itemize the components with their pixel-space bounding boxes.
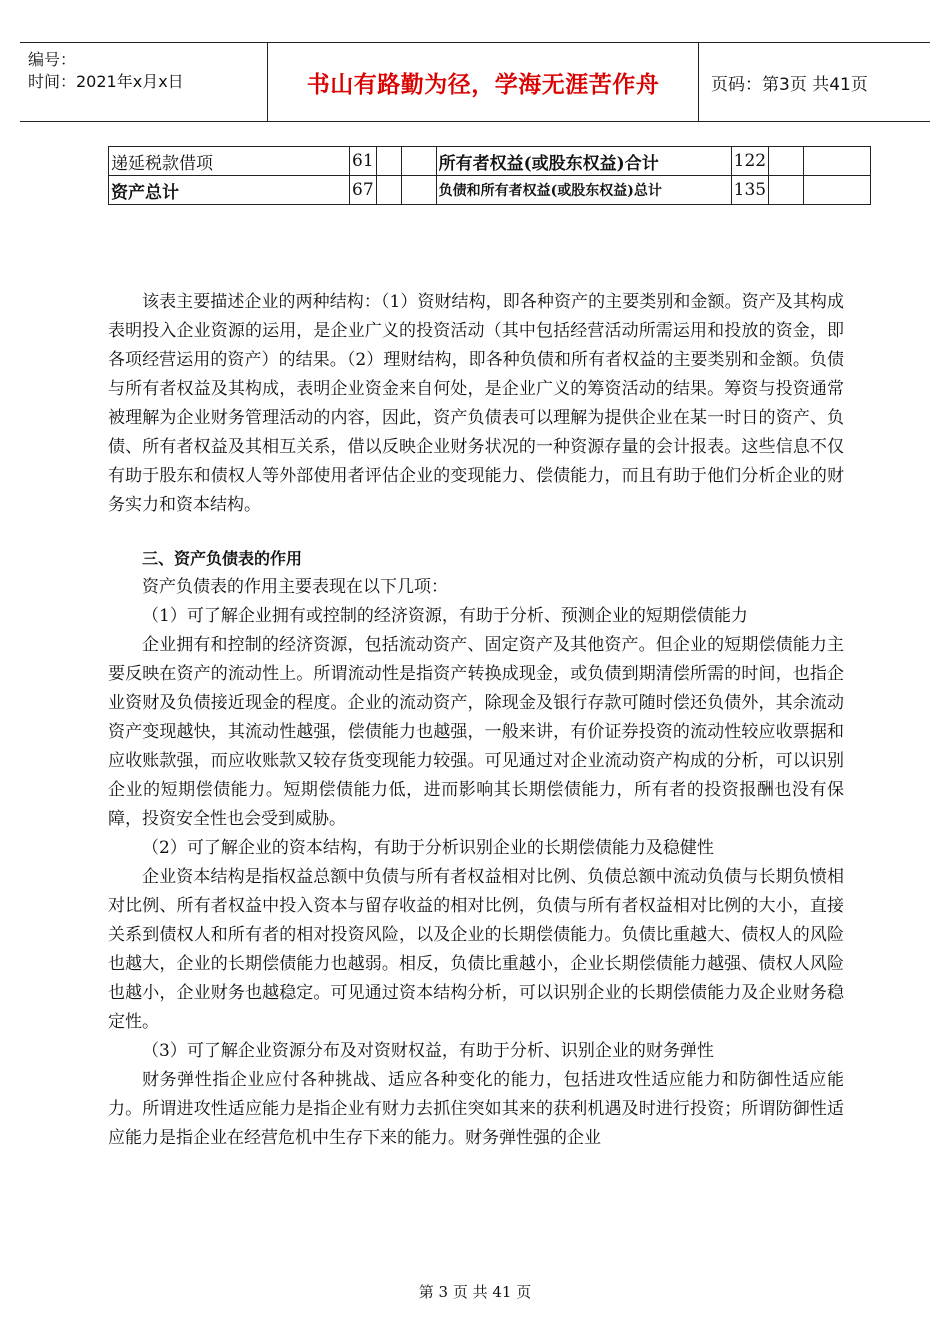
paragraph: 财务弹性指企业应付各种挑战、适应各种变化的能力，包括进攻性适应能力和防御性适应能力。所谓进攻性适应能力是指企业有财力去抓住突如其来的获利机遇及时进行投资；所谓防御性适应能力是指企业在经营危机中生存下来的能力。财务弹性强的企业 — [108, 1070, 844, 1148]
table-cell-empty — [804, 176, 871, 205]
table-row — [109, 176, 871, 205]
subsection-title: （2）可了解企业的资本结构，有助于分析识别企业的长期偿债能力及稳健性 — [142, 838, 714, 858]
table-cell: 61 — [350, 147, 377, 176]
header-motto: 书山有路勤为径，学海无涯苦作舟 — [268, 43, 699, 121]
header-meta — [20, 43, 268, 121]
paragraph: 该表主要描述企业的两种结构：（1）资财结构，即各种资产的主要类别和金额。资产及其构成表明投入企业资源的运用，是企业广义的投资活动（其中包括经营活动所需运用和投放的资金，即各项经营运用的资产）的结果。（2）理财结构，即各种负债和所有者权益的主要类别和金额。负债与所有者权益及其构成，表明企业资金来自何处，是企业广义的筹资活动的结果。筹资与投资通常被理解为企业财务管理活动的内容，因此，资产负债表可以理解为提供企业在某一时日的资产、负债、所有者权益及其相互关系，借以反映企业财务状况的一种资源存量的会计报表。这些信息不仅有助于股东和债权人等外部使用者评估企业的变现能力、偿债能力，而且有助于他们分析企业的财务实力和资本结构。 — [108, 292, 844, 515]
table-cell-empty — [376, 176, 401, 205]
document-body — [108, 288, 844, 1153]
table-cell: 递延税款借项 — [109, 147, 350, 176]
table-cell: 122 — [731, 147, 768, 176]
table-cell-empty — [769, 147, 804, 176]
subsection-title: （3）可了解企业资源分布及对资财权益，有助于分析、识别企业的财务弹性 — [142, 1041, 714, 1061]
table-cell: 67 — [350, 176, 377, 205]
subsection-title: （1）可了解企业拥有或控制的经济资源，有助于分析、预测企业的短期偿债能力 — [142, 606, 748, 626]
table-cell: 负债和所有者权益(或股东权益)总计 — [436, 176, 731, 205]
page-footer: 第 3 页 共 41 页 — [418, 1283, 532, 1301]
table-cell: 资产总计 — [109, 176, 350, 205]
balance-sheet-table — [108, 146, 871, 205]
table-cell-empty — [804, 147, 871, 176]
paragraph: 企业资本结构是指权益总额中负债与所有者权益相对比例、负债总额中流动负债与长期负愤相对比例、所有者权益中投入资本与留存收益的相对比例，负债与所有者权益相对比例的大小，直接关系到债权人和所有者的相对投资风险，以及企业的长期偿债能力。负债比重越大、债权人的风险也越大，企业的长期偿债能力也越弱。相反，负债比重越小，企业长期偿债能力越强、债权人风险也越小，企业财务也越稳定。可见通过资本结构分析，可以识别企业的长期偿债能力及企业财务稳定性。 — [108, 867, 844, 1032]
table-cell-empty — [769, 176, 804, 205]
table-cell-empty — [376, 147, 401, 176]
table-cell-empty — [401, 176, 436, 205]
header-page-info: 页码：第3页 共41页 — [711, 74, 868, 95]
time-label: 时间：2021年x月x日 — [28, 72, 184, 91]
table-cell: 所有者权益(或股东权益)合计 — [436, 147, 731, 176]
section-heading: 三、资产负债表的作用 — [142, 549, 303, 568]
table-cell: 135 — [731, 176, 768, 205]
paragraph: 企业拥有和控制的经济资源，包括流动资产、固定资产及其他资产。但企业的短期偿债能力主要反映在资产的流动性上。所谓流动性是指资产转换成现金，或负债到期清偿所需的时间，也指企业资财及负债接近现金的程度。企业的流动资产，除现金及银行存款可随时偿还负债外，其余流动资产变现越快，其流动性越强，偿债能力也越强，一般来讲，有价证券投资的流动性较应收票据和应收账款强，而应收账款又较存货变现能力较强。可见通过对企业流动资产构成的分析，可以识别企业的短期偿债能力。短期偿债能力低，进而影响其长期偿债能力，所有者的投资报酬也没有保障，投资安全性也会受到威胁。 — [108, 635, 844, 829]
table-row — [109, 147, 871, 176]
paragraph: 资产负债表的作用主要表现在以下几项： — [142, 577, 448, 597]
page-header — [20, 42, 930, 122]
table-cell-empty — [401, 147, 436, 176]
serial-label: 编号： — [28, 50, 77, 69]
